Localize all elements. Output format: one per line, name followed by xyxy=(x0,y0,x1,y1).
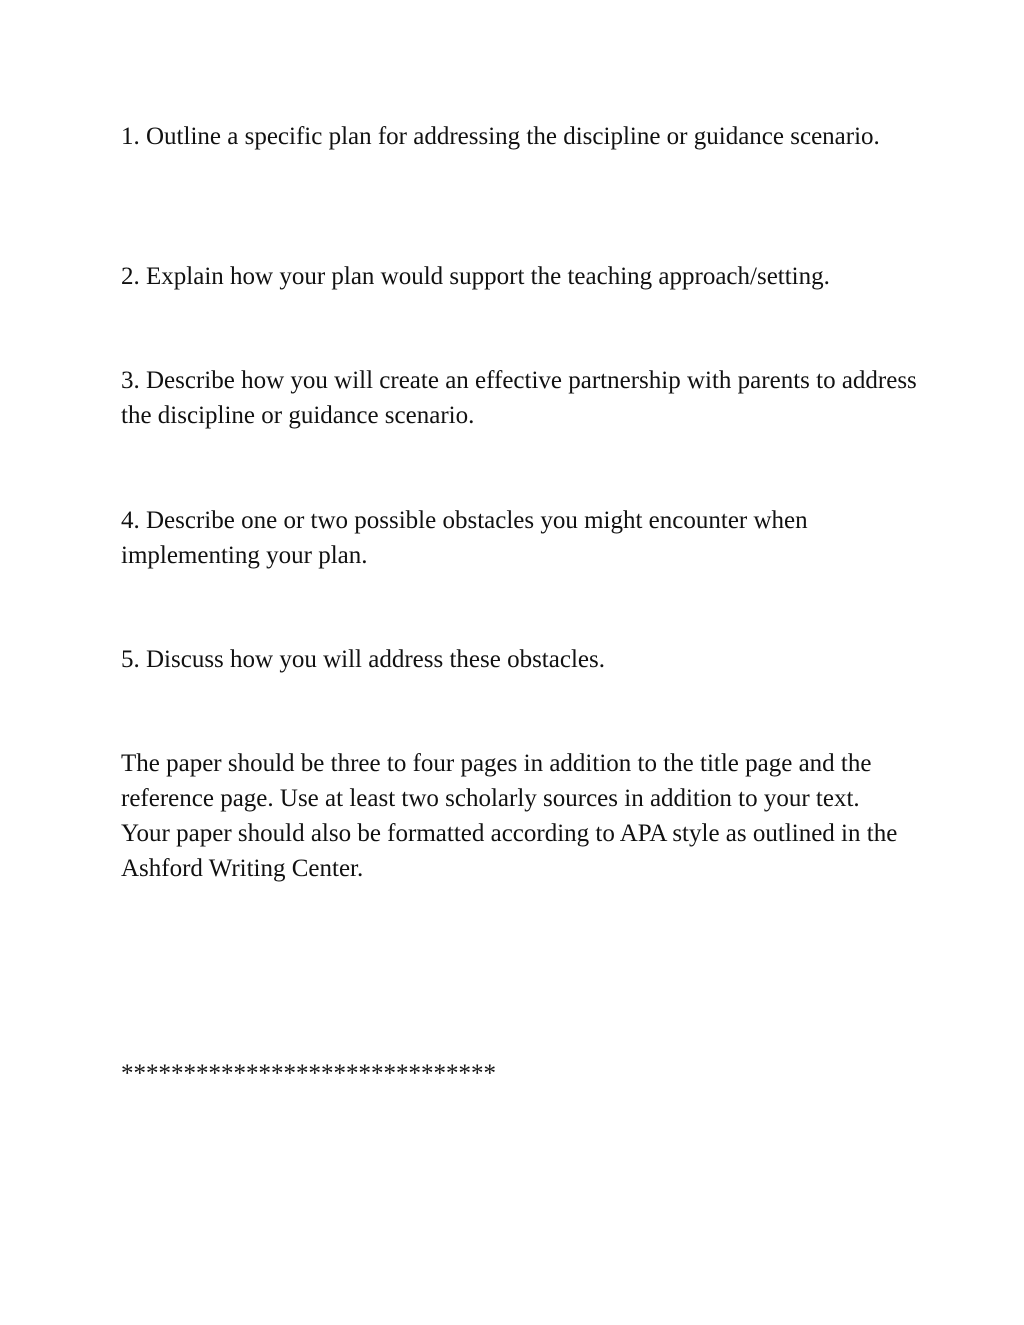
instruction-item-5: 5. Discuss how you will address these obstacles. xyxy=(121,646,605,673)
paper-requirements: The paper should be three to four pages in addition to the title page and the reference page. Use at least two scholarly sources in addition to your text. Your paper should also be formatted according to APA style as outlined in the Ashford Writing Center. xyxy=(121,750,898,882)
instruction-item-1: 1. Outline a specific plan for addressing the discipline or guidance scenario. xyxy=(121,123,880,150)
asterisk-separator: ****************************** xyxy=(121,1060,496,1087)
instruction-item-4: 4. Describe one or two possible obstacles you might encounter when implementing your plan. xyxy=(121,507,808,569)
instruction-item-2: 2. Explain how your plan would support the teaching approach/setting. xyxy=(121,263,830,290)
instruction-item-3: 3. Describe how you will create an effective partnership with parents to address the discipline or guidance scenario. xyxy=(121,367,917,429)
